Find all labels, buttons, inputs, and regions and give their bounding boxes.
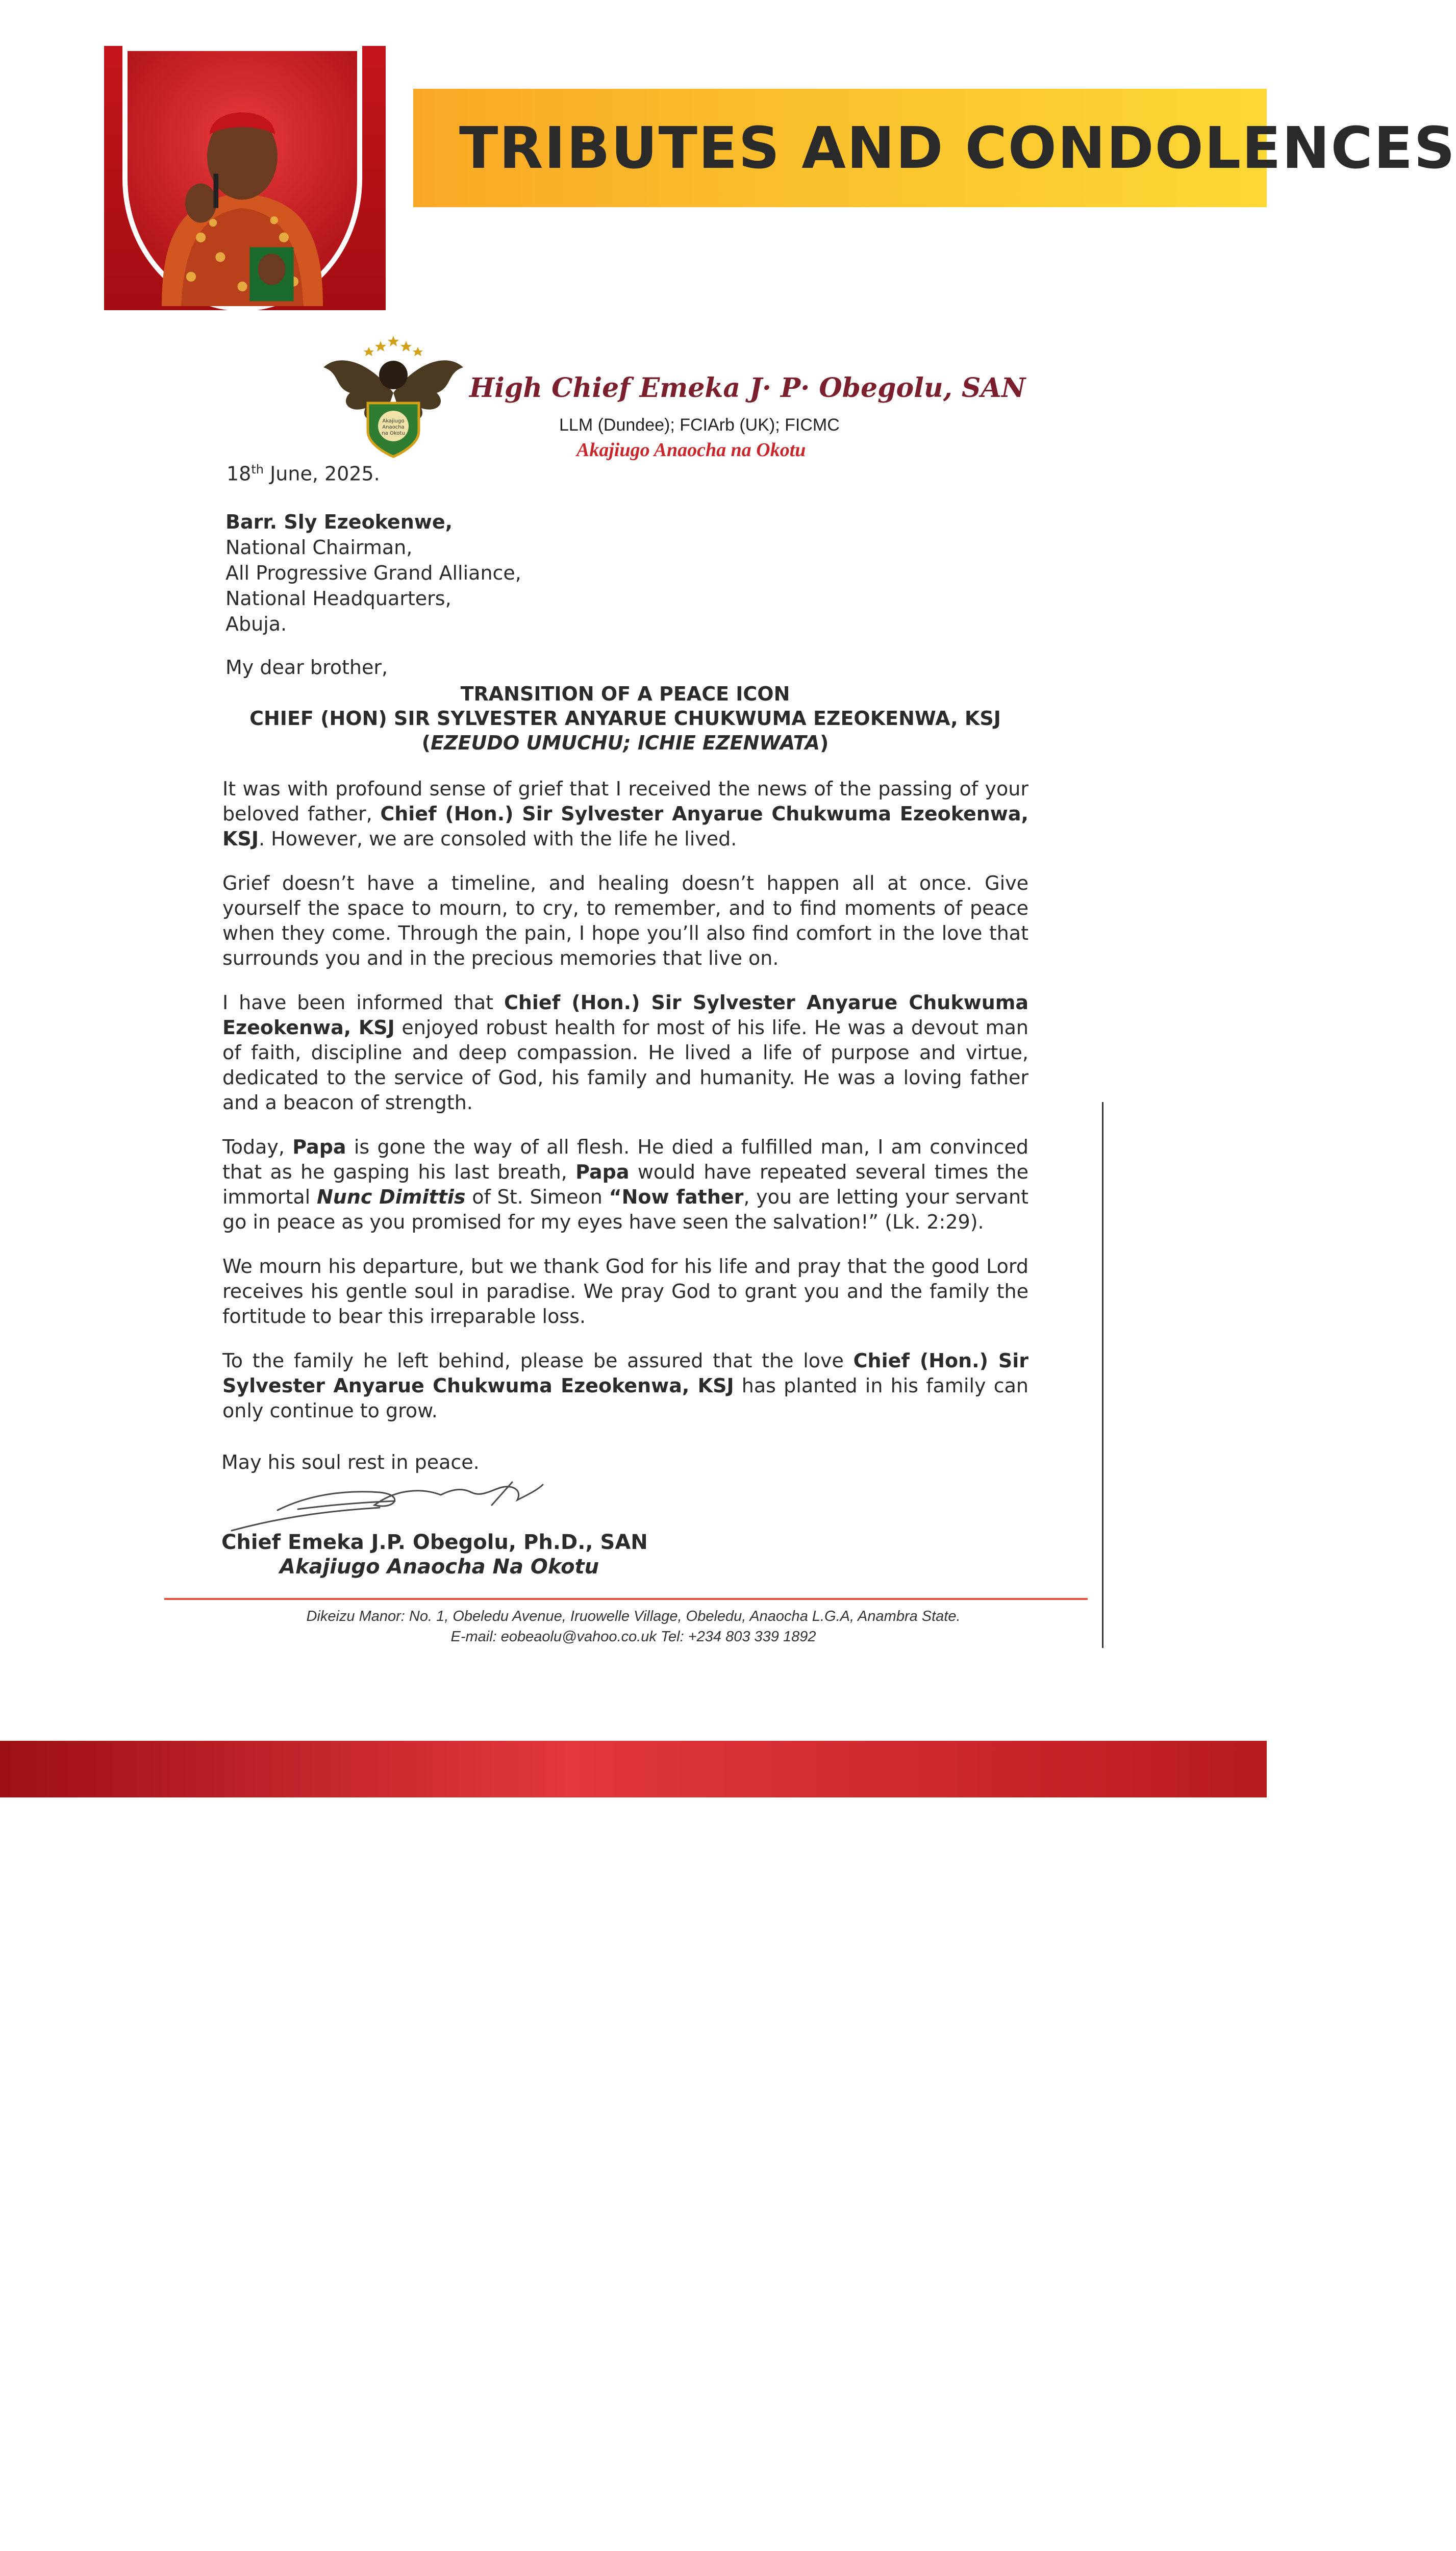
subject-line: CHIEF (HON) SIR SYLVESTER ANYARUE CHUKWUMA EZEOKENWA, KSJ [249, 707, 1001, 730]
recipient-line: National Chairman, [225, 536, 413, 559]
subject-line: TRANSITION OF A PEACE ICON [460, 683, 790, 705]
date-rest: June, 2025. [263, 462, 380, 485]
date-day: 18 [227, 462, 252, 485]
date-suffix: th [251, 462, 264, 477]
signatory-name: Chief Emeka J.P. Obegolu, Ph.D., SAN [221, 1531, 648, 1554]
paragraph: I have been informed that Chief (Hon.) Sir Sylvester Anyarue Chukwuma Ezeokenwa, KSJ enjoyed robust health for most of his life. He was a devout man of faith, discipline and deep compassion. He lived a life of purpose and virtue, dedicated to the service of God, his family and humanity. He was a loving father and a beacon of strength. [222, 991, 1028, 1114]
svg-text:Anaocha: Anaocha [382, 424, 405, 430]
recipient-line: All Progressive Grand Alliance, [225, 562, 521, 584]
letterhead-title: Akajiugo Anaocha na Okotu [576, 439, 806, 461]
paragraph: We mourn his departure, but we thank God for his life and pray that the good Lord receives his gentle soul in paradise. We pray God to grant you and the family the fortitude to bear this irreparable loss. [222, 1255, 1028, 1328]
footer-address: Dikeizu Manor: No. 1, Obeledu Avenue, Iruowelle Village, Obeledu, Anaocha L.G.A, Anambra State. [306, 1608, 961, 1624]
paragraph: To the family he left behind, please be assured that the love Chief (Hon.) Sir Sylvester Anyarue Chukwuma Ezeokenwa, KSJ has planted in his family can only continue to grow. [222, 1349, 1029, 1422]
section-title-banner [413, 89, 1456, 207]
letterhead-name: High Chief Emeka J· P· Obegolu, SAN [469, 372, 1026, 404]
svg-text:Akajiugo: Akajiugo [382, 418, 405, 424]
recipient-name: Barr. Sly Ezeokenwe, [225, 511, 453, 533]
paragraph: Grief doesn’t have a timeline, and healing doesn’t happen all at once. Give yourself the space to mourn, to cry, to remember, and to find moments of peace when they come. Through the pain, I hope you’ll also find comfort in the love that surrounds you and in the precious memories that live on. [222, 872, 1028, 969]
letterhead-qualifications: LLM (Dundee); FCIArb (UK); FICMC [559, 415, 840, 435]
footer-divider [164, 1598, 1088, 1600]
letter-subject [223, 682, 1027, 755]
salutation: My dear brother, [225, 656, 388, 679]
handwritten-signature [227, 1474, 563, 1536]
letter-body [222, 777, 1028, 1443]
recipient-line: National Headquarters, [225, 587, 451, 610]
recipient-address [225, 509, 521, 637]
speaker-photo-illustration [128, 51, 357, 306]
speaker-photo [122, 46, 362, 311]
section-title: TRIBUTES AND CONDOLENCES [459, 115, 1456, 182]
family-crest-logo [319, 332, 467, 459]
recipient-line: Abuja. [225, 613, 287, 635]
paragraph: Today, Papa is gone the way of all flesh. He died a fulfilled man, I am convinced that as he gasping his last breath, Papa would have repeated several times the immortal Nunc Dimittis of St. Simeon “Now father, you are letting your servant go in peace as you promised for my eyes have seen the salvation!” (Lk. 2:29). [222, 1136, 1029, 1233]
letter-date [227, 462, 380, 485]
subject-line: (EZEUDO UMUCHU; ICHIE EZENWATA) [421, 732, 829, 754]
footer-contact: E-mail: eobeaolu@vahoo.co.uk Tel: +234 803 339 1892 [450, 1629, 816, 1645]
closing-line: May his soul rest in peace. [221, 1451, 480, 1473]
svg-text:na Okotu: na Okotu [382, 431, 405, 436]
paragraph: It was with profound sense of grief that I received the news of the passing of your beloved father, Chief (Hon.) Sir Sylvester Anyarue Chukwuma Ezeokenwa, KSJ. However, we are consoled with the life he lived. [222, 778, 1028, 850]
margin-rule [1102, 1102, 1103, 1648]
signatory-title: Akajiugo Anaocha Na Okotu [280, 1555, 599, 1579]
bottom-bar [0, 1741, 1267, 1797]
